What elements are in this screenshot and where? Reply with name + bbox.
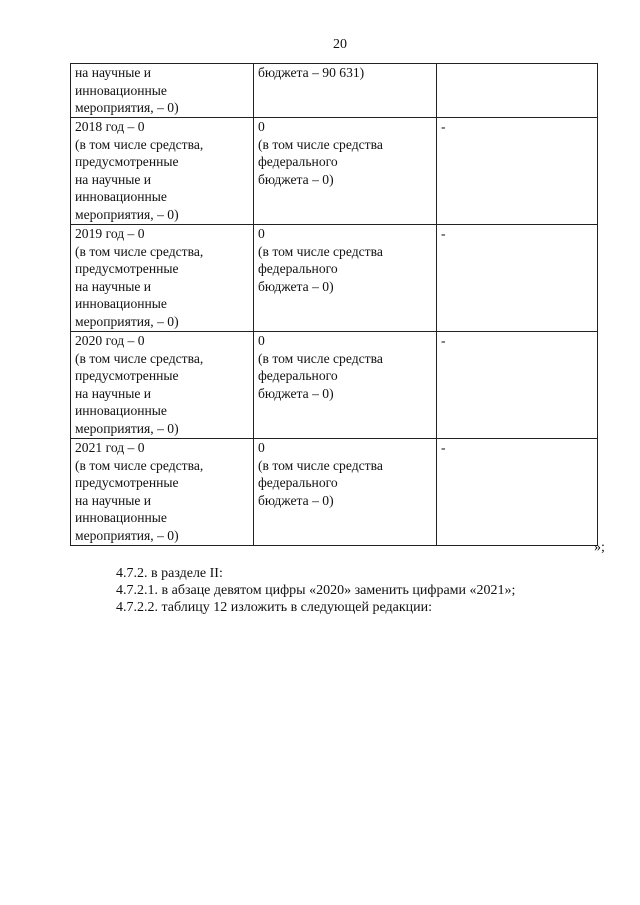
table-row (71, 118, 598, 225)
table-row (71, 439, 598, 546)
table-cell-federal-budget: 0 (в том числе средства федерального бюджета – 0) (254, 118, 437, 225)
table-cell-funding-total: на научные и инновационные мероприятия, – 0) (71, 64, 254, 118)
paragraph-replace-digits: 4.7.2.1. в абзаце девятом цифры «2020» заменить цифрами «2021»; (116, 583, 516, 598)
budget-table (70, 63, 598, 546)
table-cell-funding-total: 2020 год – 0 (в том числе средства, предусмотренные на научные и инновационные мероприятия, – 0) (71, 332, 254, 439)
table-cell-funding-total: 2019 год – 0 (в том числе средства, предусмотренные на научные и инновационные мероприятия, – 0) (71, 225, 254, 332)
table-cell-other: - (437, 118, 598, 225)
table-cell-other: - (437, 332, 598, 439)
table-cell-other: - (437, 439, 598, 546)
page-number: 20 (333, 37, 347, 52)
table-cell-federal-budget: 0 (в том числе средства федерального бюджета – 0) (254, 225, 437, 332)
table-row (71, 64, 598, 118)
table-cell-funding-total: 2018 год – 0 (в том числе средства, предусмотренные на научные и инновационные мероприятия, – 0) (71, 118, 254, 225)
paragraph-table-12: 4.7.2.2. таблицу 12 изложить в следующей редакции: (116, 600, 433, 615)
table-cell-other: - (437, 225, 598, 332)
paragraph-section-ii: 4.7.2. в разделе II: (116, 566, 223, 581)
table-cell-other (437, 64, 598, 118)
table-row (71, 225, 598, 332)
table-cell-federal-budget: 0 (в том числе средства федерального бюджета – 0) (254, 332, 437, 439)
table-cell-federal-budget: бюджета – 90 631) (254, 64, 437, 118)
table-row (71, 332, 598, 439)
table-cell-federal-budget: 0 (в том числе средства федерального бюджета – 0) (254, 439, 437, 546)
closing-quote-mark: »; (594, 540, 605, 555)
table-cell-funding-total: 2021 год – 0 (в том числе средства, предусмотренные на научные и инновационные мероприятия, – 0) (71, 439, 254, 546)
